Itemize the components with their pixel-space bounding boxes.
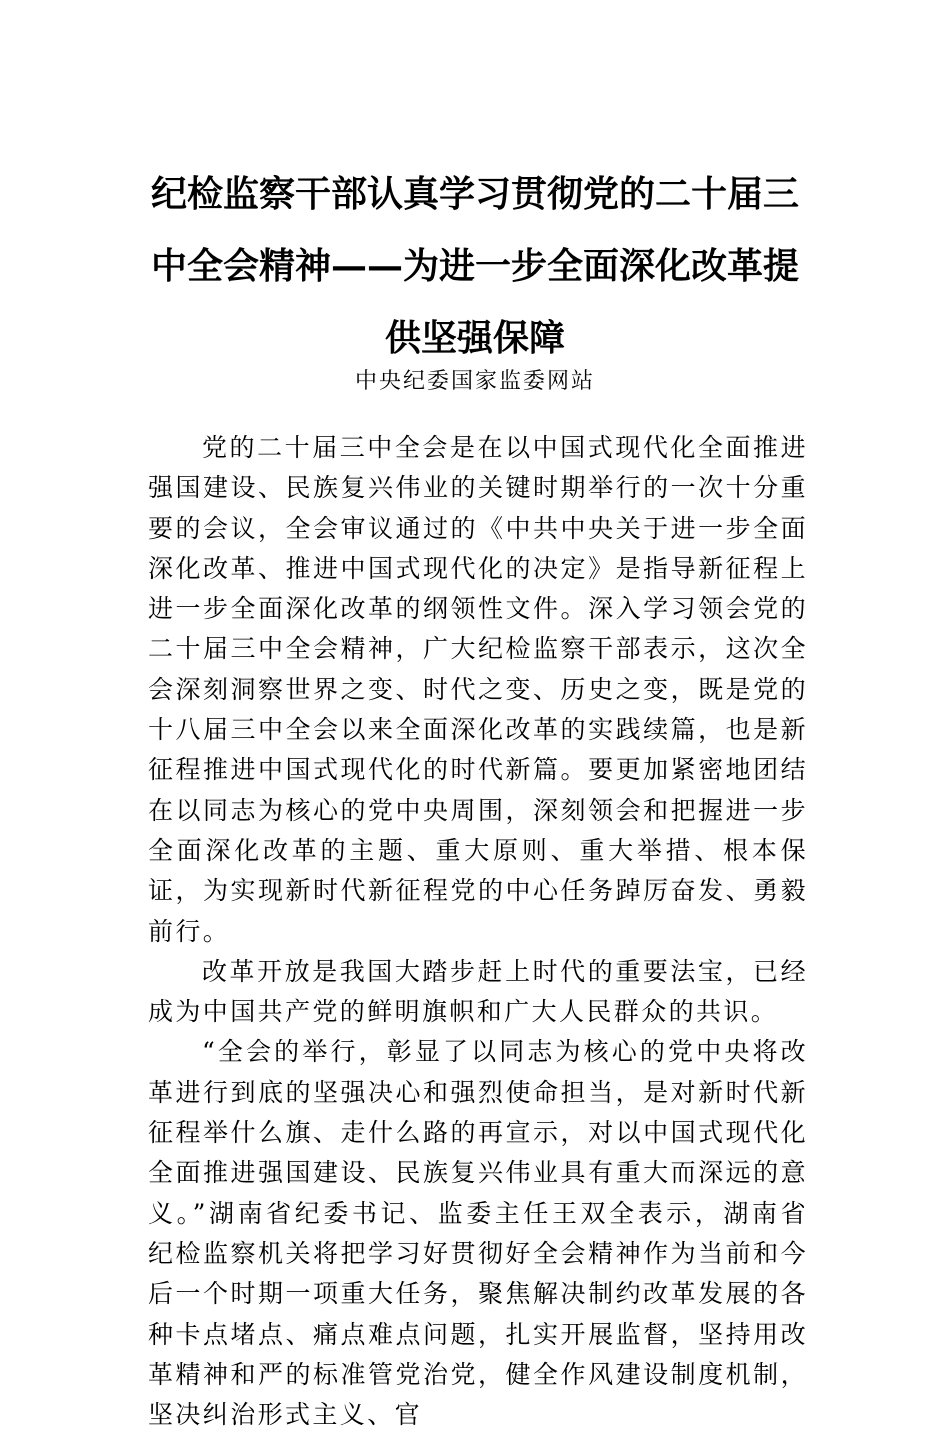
document-body xyxy=(148,428,808,1435)
body-paragraph: “全会的举行，彰显了以同志为核心的党中央将改革进行到底的坚强决心和强烈使命担当，是对新时代新征程举什么旗、走什么路的再宣示，对以中国式现代化全面推进强国建设、民族复兴伟业具有重大而深远的意义。”湖南省纪委书记、监委主任王双全表示，湖南省纪检监察机关将把学习好贯彻好全会精神作为当前和今后一个时期一项重大任务，聚焦解决制约改革发展的各种卡点堵点、痛点难点问题，扎实开展监督，坚持用改革精神和严的标准管党治党，健全作风建设制度机制，坚决纠治形式主义、官 xyxy=(148,1037,808,1430)
document-source: 中央纪委国家监委网站 xyxy=(354,369,595,394)
document-title: 纪检监察干部认真学习贯彻党的二十届三中全会精神——为进一步全面深化改革提供坚强保障 xyxy=(150,173,799,359)
body-paragraph: 改革开放是我国大踏步赶上时代的重要法宝，已经成为中国共产党的鲜明旗帜和广大人民群众的共识。 xyxy=(148,956,808,1027)
body-paragraph: 党的二十届三中全会是在以中国式现代化全面推进强国建设、民族复兴伟业的关键时期举行的一次十分重要的会议，全会审议通过的《中共中央关于进一步全面深化改革、推进中国式现代化的决定》是指导新征程上进一步全面深化改革的纲领性文件。深入学习领会党的二十届三中全会精神，广大纪检监察干部表示，这次全会深刻洞察世界之变、时代之变、历史之变，既是党的十八届三中全会以来全面深化改革的实践续篇，也是新征程推进中国式现代化的时代新篇。要更加紧密地团结在以同志为核心的党中央周围，深刻领会和把握进一步全面深化改革的主题、重大原则、重大举措、根本保证，为实现新时代新征程党的中心任务踔厉奋发、勇毅前行。 xyxy=(148,433,808,946)
